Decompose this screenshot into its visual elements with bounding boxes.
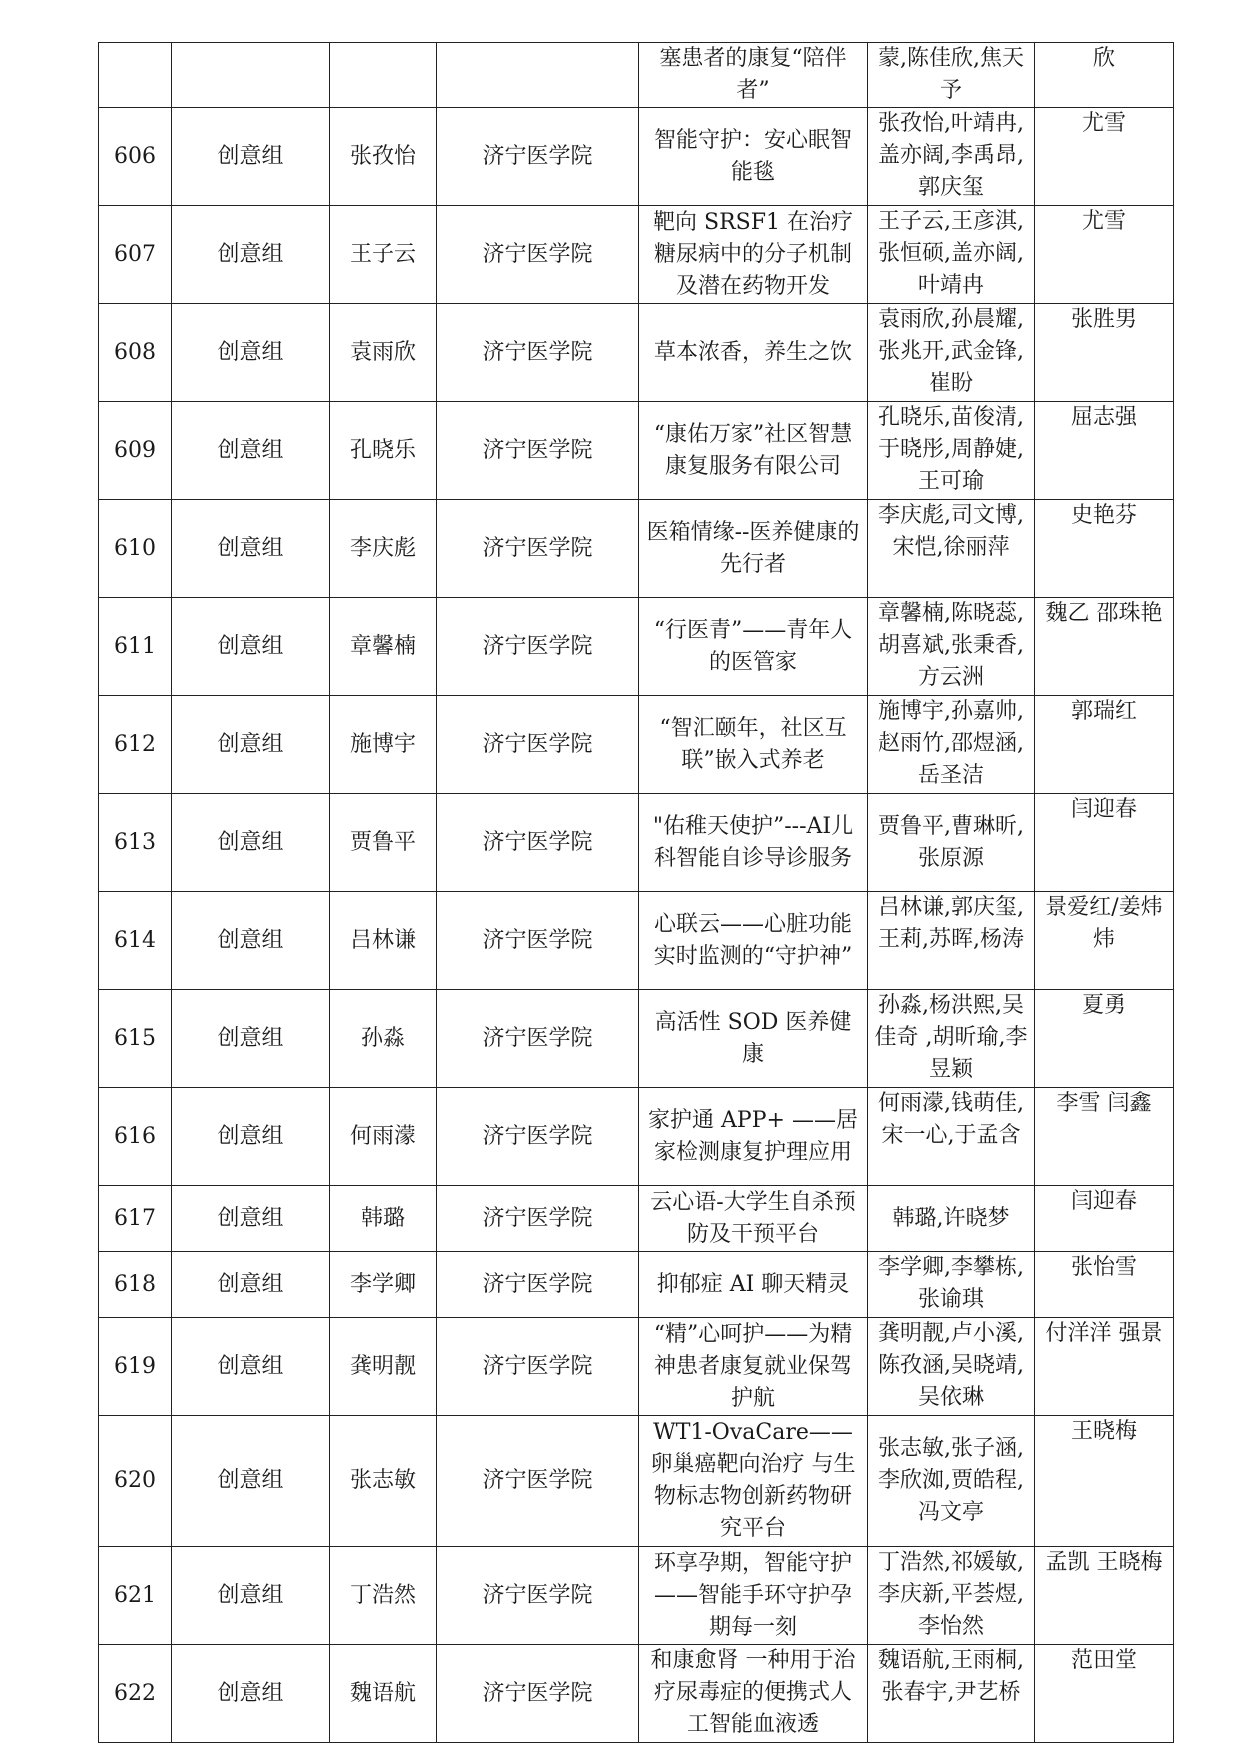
cell-school: 济宁医学院 bbox=[437, 1318, 639, 1416]
cell-leader: 孙淼 bbox=[330, 990, 437, 1088]
cell-school: 济宁医学院 bbox=[437, 1416, 639, 1547]
cell-number: 615 bbox=[99, 990, 172, 1088]
table-row bbox=[99, 500, 1174, 598]
cell-project-title: "佑稚天使护”---AI儿科智能自诊导诊服务 bbox=[639, 794, 868, 892]
cell-leader: 丁浩然 bbox=[330, 1547, 437, 1645]
cell-category: 创意组 bbox=[172, 892, 330, 990]
cell-leader: 李学卿 bbox=[330, 1252, 437, 1318]
cell-members: 龚明靓,卢小溪,陈孜涵,吴晓靖,吴依琳 bbox=[868, 1318, 1035, 1416]
table-row bbox=[99, 990, 1174, 1088]
cell-project-title: 医箱情缘--医养健康的先行者 bbox=[639, 500, 868, 598]
table-row bbox=[99, 402, 1174, 500]
table-row bbox=[99, 1645, 1174, 1743]
cell-project-title: 抑郁症 AI 聊天精灵 bbox=[639, 1252, 868, 1318]
cell-category bbox=[172, 43, 330, 108]
cell-project-title: 环享孕期，智能守护——智能手环守护孕期每一刻 bbox=[639, 1547, 868, 1645]
cell-category: 创意组 bbox=[172, 1088, 330, 1186]
cell-project-title: 塞患者的康复“陪伴者” bbox=[639, 43, 868, 108]
table-row bbox=[99, 206, 1174, 304]
table-row bbox=[99, 1186, 1174, 1252]
cell-advisor: 夏勇 bbox=[1035, 990, 1174, 1088]
cell-school: 济宁医学院 bbox=[437, 108, 639, 206]
cell-project-title: 和康愈肾 一种用于治疗尿毒症的便携式人工智能血液透 bbox=[639, 1645, 868, 1743]
cell-number: 617 bbox=[99, 1186, 172, 1252]
cell-number: 621 bbox=[99, 1547, 172, 1645]
table-row bbox=[99, 1088, 1174, 1186]
table-row bbox=[99, 108, 1174, 206]
table-row bbox=[99, 696, 1174, 794]
cell-school: 济宁医学院 bbox=[437, 696, 639, 794]
cell-number: 607 bbox=[99, 206, 172, 304]
cell-category: 创意组 bbox=[172, 1416, 330, 1547]
cell-number: 608 bbox=[99, 304, 172, 402]
cell-advisor: 郭瑞红 bbox=[1035, 696, 1174, 794]
cell-category: 创意组 bbox=[172, 1645, 330, 1743]
cell-category: 创意组 bbox=[172, 1547, 330, 1645]
cell-category: 创意组 bbox=[172, 1186, 330, 1252]
cell-leader: 何雨濛 bbox=[330, 1088, 437, 1186]
cell-members: 韩璐,许晓梦 bbox=[868, 1186, 1035, 1252]
table-row bbox=[99, 598, 1174, 696]
table-row bbox=[99, 1252, 1174, 1318]
cell-category: 创意组 bbox=[172, 1318, 330, 1416]
cell-project-title: 云心语-大学生自杀预防及干预平台 bbox=[639, 1186, 868, 1252]
cell-number: 619 bbox=[99, 1318, 172, 1416]
cell-school: 济宁医学院 bbox=[437, 402, 639, 500]
cell-advisor: 尤雪 bbox=[1035, 108, 1174, 206]
cell-members: 孙淼,杨洪熙,吴佳奇 ,胡昕瑜,李昱颖 bbox=[868, 990, 1035, 1088]
cell-members: 吕林谦,郭庆玺,王莉,苏晖,杨涛 bbox=[868, 892, 1035, 990]
cell-members: 孔晓乐,苗俊清,于晓彤,周静婕,王可瑜 bbox=[868, 402, 1035, 500]
cell-members: 李学卿,李攀栋,张谕琪 bbox=[868, 1252, 1035, 1318]
cell-leader: 孔晓乐 bbox=[330, 402, 437, 500]
cell-number bbox=[99, 43, 172, 108]
cell-leader: 韩璐 bbox=[330, 1186, 437, 1252]
cell-advisor: 史艳芬 bbox=[1035, 500, 1174, 598]
cell-school: 济宁医学院 bbox=[437, 794, 639, 892]
cell-leader: 李庆彪 bbox=[330, 500, 437, 598]
cell-leader: 施博宇 bbox=[330, 696, 437, 794]
cell-advisor: 尤雪 bbox=[1035, 206, 1174, 304]
cell-members: 李庆彪,司文博,宋恺,徐丽萍 bbox=[868, 500, 1035, 598]
cell-project-title: 智能守护：安心眠智能毯 bbox=[639, 108, 868, 206]
cell-advisor: 景爱红/姜炜炜 bbox=[1035, 892, 1174, 990]
cell-category: 创意组 bbox=[172, 696, 330, 794]
cell-advisor: 闫迎春 bbox=[1035, 1186, 1174, 1252]
cell-advisor: 欣 bbox=[1035, 43, 1174, 108]
cell-school: 济宁医学院 bbox=[437, 1252, 639, 1318]
cell-advisor: 付洋洋 强景 bbox=[1035, 1318, 1174, 1416]
cell-school: 济宁医学院 bbox=[437, 1088, 639, 1186]
cell-members: 蒙,陈佳欣,焦天予 bbox=[868, 43, 1035, 108]
table-row bbox=[99, 1547, 1174, 1645]
cell-advisor: 屈志强 bbox=[1035, 402, 1174, 500]
cell-school: 济宁医学院 bbox=[437, 1547, 639, 1645]
cell-project-title: 心联云——心脏功能实时监测的“守护神” bbox=[639, 892, 868, 990]
cell-number: 611 bbox=[99, 598, 172, 696]
cell-advisor: 闫迎春 bbox=[1035, 794, 1174, 892]
cell-members: 王子云,王彦淇,张恒硕,盖亦阔,叶靖冉 bbox=[868, 206, 1035, 304]
cell-members: 何雨濛,钱萌佳,宋一心,于孟含 bbox=[868, 1088, 1035, 1186]
cell-number: 610 bbox=[99, 500, 172, 598]
cell-school: 济宁医学院 bbox=[437, 990, 639, 1088]
cell-school: 济宁医学院 bbox=[437, 304, 639, 402]
cell-category: 创意组 bbox=[172, 108, 330, 206]
table-row bbox=[99, 794, 1174, 892]
cell-leader: 魏语航 bbox=[330, 1645, 437, 1743]
cell-category: 创意组 bbox=[172, 304, 330, 402]
cell-members: 施博宇,孙嘉帅,赵雨竹,邵煜涵,岳圣洁 bbox=[868, 696, 1035, 794]
roster-table bbox=[98, 42, 1174, 1743]
table-row bbox=[99, 1318, 1174, 1416]
cell-leader: 贾鲁平 bbox=[330, 794, 437, 892]
cell-advisor: 孟凯 王晓梅 bbox=[1035, 1547, 1174, 1645]
cell-members: 张志敏,张子涵,李欣洳,贾皓程,冯文亭 bbox=[868, 1416, 1035, 1547]
cell-members: 丁浩然,祁媛敏,李庆新,平荟煜,李怡然 bbox=[868, 1547, 1035, 1645]
cell-number: 618 bbox=[99, 1252, 172, 1318]
cell-leader: 龚明靓 bbox=[330, 1318, 437, 1416]
cell-number: 616 bbox=[99, 1088, 172, 1186]
cell-project-title: 草本浓香，养生之饮 bbox=[639, 304, 868, 402]
cell-school: 济宁医学院 bbox=[437, 500, 639, 598]
cell-project-title: “精”心呵护——为精神患者康复就业保驾护航 bbox=[639, 1318, 868, 1416]
cell-leader: 王子云 bbox=[330, 206, 437, 304]
cell-category: 创意组 bbox=[172, 206, 330, 304]
cell-advisor: 范田堂 bbox=[1035, 1645, 1174, 1743]
cell-number: 606 bbox=[99, 108, 172, 206]
cell-advisor: 张怡雪 bbox=[1035, 1252, 1174, 1318]
cell-category: 创意组 bbox=[172, 794, 330, 892]
cell-leader bbox=[330, 43, 437, 108]
cell-category: 创意组 bbox=[172, 990, 330, 1088]
cell-project-title: 靶向 SRSF1 在治疗糖尿病中的分子机制及潜在药物开发 bbox=[639, 206, 868, 304]
cell-number: 613 bbox=[99, 794, 172, 892]
cell-members: 袁雨欣,孙晨耀,张兆开,武金锋,崔盼 bbox=[868, 304, 1035, 402]
cell-school: 济宁医学院 bbox=[437, 206, 639, 304]
cell-advisor: 李雪 闫鑫 bbox=[1035, 1088, 1174, 1186]
cell-advisor: 魏乙 邵珠艳 bbox=[1035, 598, 1174, 696]
cell-category: 创意组 bbox=[172, 500, 330, 598]
cell-project-title: “康佑万家”社区智慧康复服务有限公司 bbox=[639, 402, 868, 500]
cell-school: 济宁医学院 bbox=[437, 1645, 639, 1743]
cell-advisor: 张胜男 bbox=[1035, 304, 1174, 402]
table-row bbox=[99, 43, 1174, 108]
cell-members: 张孜怡,叶靖冉,盖亦阔,李禹昂,郭庆玺 bbox=[868, 108, 1035, 206]
cell-project-title: “行医青”——青年人的医管家 bbox=[639, 598, 868, 696]
cell-category: 创意组 bbox=[172, 598, 330, 696]
cell-number: 609 bbox=[99, 402, 172, 500]
cell-leader: 张孜怡 bbox=[330, 108, 437, 206]
cell-school: 济宁医学院 bbox=[437, 598, 639, 696]
cell-number: 622 bbox=[99, 1645, 172, 1743]
cell-school bbox=[437, 43, 639, 108]
cell-project-title: “智汇颐年，社区互联”嵌入式养老 bbox=[639, 696, 868, 794]
table-row bbox=[99, 304, 1174, 402]
cell-leader: 吕林谦 bbox=[330, 892, 437, 990]
cell-category: 创意组 bbox=[172, 1252, 330, 1318]
cell-project-title: WT1-OvaCare——卵巢癌靶向治疗 与生物标志物创新药物研究平台 bbox=[639, 1416, 868, 1547]
cell-advisor: 王晓梅 bbox=[1035, 1416, 1174, 1547]
cell-number: 620 bbox=[99, 1416, 172, 1547]
cell-members: 章馨楠,陈晓蕊,胡喜斌,张秉香,方云洲 bbox=[868, 598, 1035, 696]
cell-number: 612 bbox=[99, 696, 172, 794]
table-row bbox=[99, 892, 1174, 990]
cell-members: 贾鲁平,曹琳昕,张原源 bbox=[868, 794, 1035, 892]
cell-school: 济宁医学院 bbox=[437, 892, 639, 990]
cell-project-title: 高活性 SOD 医养健康 bbox=[639, 990, 868, 1088]
cell-leader: 章馨楠 bbox=[330, 598, 437, 696]
cell-number: 614 bbox=[99, 892, 172, 990]
cell-leader: 张志敏 bbox=[330, 1416, 437, 1547]
cell-school: 济宁医学院 bbox=[437, 1186, 639, 1252]
cell-project-title: 家护通 APP+ ——居家检测康复护理应用 bbox=[639, 1088, 868, 1186]
cell-members: 魏语航,王雨桐,张春宇,尹艺桥 bbox=[868, 1645, 1035, 1743]
cell-leader: 袁雨欣 bbox=[330, 304, 437, 402]
cell-category: 创意组 bbox=[172, 402, 330, 500]
table-row bbox=[99, 1416, 1174, 1547]
